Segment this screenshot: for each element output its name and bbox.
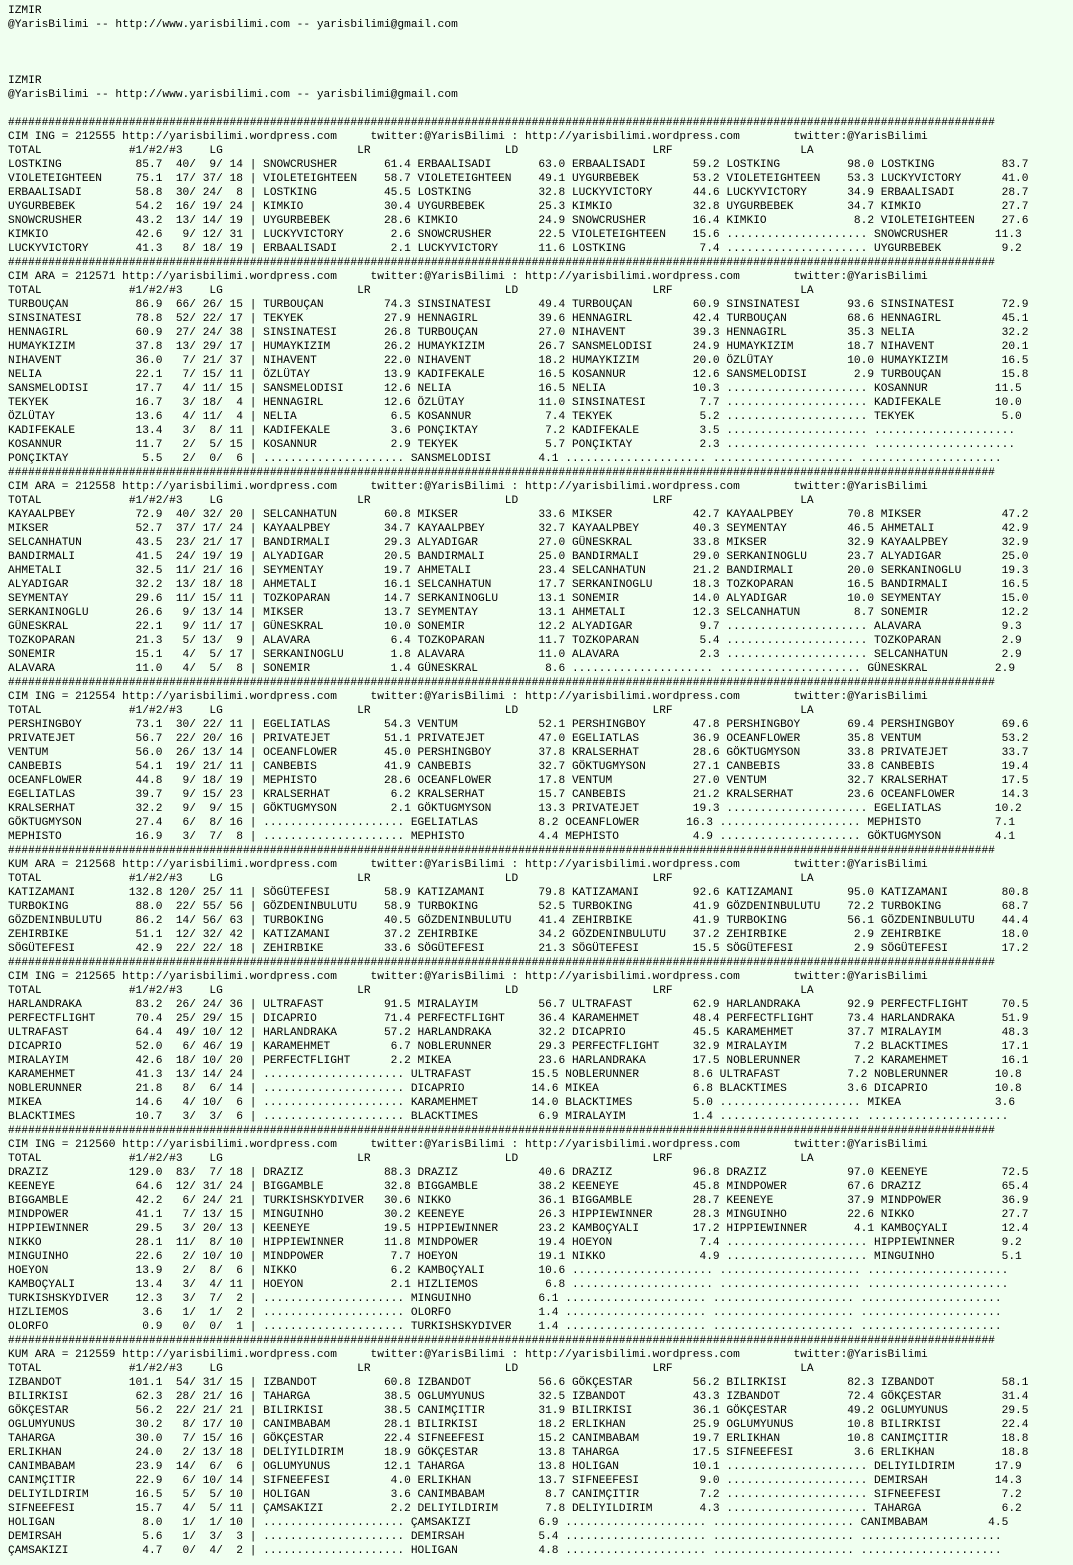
column-header: TOTAL #1/#2/#3 LG LR LD LRF LA [8, 495, 814, 507]
table-row: ÇAMSAKIZI 4.7 0/ 4/ 2 | ..................... HOLIGAN 4.8 ..................... ..................... ..................... [8, 1545, 1002, 1557]
table-row: HIZLIEMOS 3.6 1/ 1/ 2 | ..................... OLORFO 1.4 ..................... ..................... ..................... [8, 1307, 1002, 1319]
table-row: NELIA 22.1 7/ 15/ 11 | ÖZLÜTAY 13.9 KADIFEKALE 16.5 KOSANNUR 12.6 SANSMELODISI 2.9 TURBOUÇAN 15.8 [8, 369, 1029, 381]
table-row: DELIYILDIRIM 16.5 5/ 5/ 10 | HOLIGAN 3.6 CANIMBABAM 8.7 CANIMÇITIR 7.2 ..................... SIFNEEFESI 7.2 [8, 1489, 1022, 1501]
table-row: HUMAYKIZIM 37.8 13/ 29/ 17 | HUMAYKIZIM 26.2 HUMAYKIZIM 26.7 SANSMELODISI 24.9 HUMAYKIZIM 18.7 NIHAVENT 20.1 [8, 341, 1029, 353]
column-header: TOTAL #1/#2/#3 LG LR LD LRF LA [8, 145, 814, 157]
table-row: KIMKIO 42.6 9/ 12/ 31 | LUCKYVICTORY 2.6 SNOWCRUSHER 22.5 VIOLETEIGHTEEN 15.6 ..................... SNOWCRUSHER 11.3 [8, 229, 1022, 241]
race-tables [8, 116, 1028, 1558]
table-row: KRALSERHAT 32.2 9/ 9/ 15 | GÖKTUGMYSON 2.1 GÖKTUGMYSON 13.3 PRIVATEJET 19.3 ..................... EGELIATLAS 10.2 [8, 803, 1022, 815]
table-row: BANDIRMALI 41.5 24/ 19/ 19 | ALYADIGAR 20.5 BANDIRMALI 25.0 BANDIRMALI 29.0 SERKANINOGLU 23.7 ALYADIGAR 25.0 [8, 551, 1029, 563]
separator-line: ################################################################################################################################################### [8, 117, 995, 129]
table-row: NIHAVENT 36.0 7/ 21/ 37 | NIHAVENT 22.0 NIHAVENT 18.2 HUMAYKIZIM 20.0 ÖZLÜTAY 10.0 HUMAYKIZIM 16.5 [8, 355, 1029, 367]
column-header: TOTAL #1/#2/#3 LG LR LD LRF LA [8, 285, 814, 297]
table-row: DRAZIZ 129.0 83/ 7/ 18 | DRAZIZ 88.3 DRAZIZ 40.6 DRAZIZ 96.8 DRAZIZ 97.0 KEENEYE 72.5 [8, 1167, 1029, 1179]
blank-line [8, 60, 1028, 74]
race-title: CIM ARA = 212571 http://yarisbilimi.wordpress.com twitter:@YarisBilimi : http://yarisbilimi.wordpress.com twitter:@YarisBilimi [8, 271, 928, 283]
table-row: AHMETALI 32.5 11/ 21/ 16 | SEYMENTAY 19.7 AHMETALI 23.4 SELCANHATUN 21.2 BANDIRMALI 20.0 SERKANINOGLU 19.3 [8, 565, 1029, 577]
table-row: DEMIRSAH 5.6 1/ 3/ 3 | ..................... DEMIRSAH 5.4 ..................... ..................... ..................... [8, 1531, 1002, 1543]
table-row: VIOLETEIGHTEEN 75.1 17/ 37/ 18 | VIOLETEIGHTEEN 58.7 VIOLETEIGHTEEN 49.1 UYGURBEBEK 53.2 VIOLETEIGHTEEN 53.3 LUCKYVICTORY 41.0 [8, 173, 1029, 185]
race-title: CIM ING = 212554 http://yarisbilimi.wordpress.com twitter:@YarisBilimi : http://yarisbilimi.wordpress.com twitter:@YarisBilimi [8, 691, 928, 703]
blank-line [8, 46, 1028, 60]
separator-line: ################################################################################################################################################### [8, 1125, 995, 1137]
table-row: VENTUM 56.0 26/ 13/ 14 | OCEANFLOWER 45.0 PERSHINGBOY 37.8 KRALSERHAT 28.6 GÖKTUGMYSON 33.8 PRIVATEJET 33.7 [8, 747, 1029, 759]
column-header: TOTAL #1/#2/#3 LG LR LD LRF LA [8, 985, 814, 997]
separator-line: ################################################################################################################################################### [8, 845, 995, 857]
table-row: CANIMÇITIR 22.9 6/ 10/ 14 | SIFNEEFESI 4.0 ERLIKHAN 13.7 SIFNEEFESI 9.0 ..................... DEMIRSAH 14.3 [8, 1475, 1022, 1487]
separator-line: ################################################################################################################################################### [8, 957, 995, 969]
table-row: GÜNESKRAL 22.1 9/ 11/ 17 | GÜNESKRAL 10.0 SONEMIR 12.2 ALYADIGAR 9.7 ..................... ALAVARA 9.3 [8, 621, 1022, 633]
table-row: KAYAALPBEY 72.9 40/ 32/ 20 | SELCANHATUN 60.8 MIKSER 33.6 MIKSER 42.7 KAYAALPBEY 70.8 MIKSER 47.2 [8, 509, 1029, 521]
blank-line [8, 102, 1028, 116]
table-row: LOSTKING 85.7 40/ 9/ 14 | SNOWCRUSHER 61.4 ERBAALISADI 63.0 ERBAALISADI 59.2 LOSTKING 98.0 LOSTKING 83.7 [8, 159, 1029, 171]
table-row: BIGGAMBLE 42.2 6/ 24/ 21 | TURKISHSKYDIVER 30.6 NIKKO 36.1 BIGGAMBLE 28.7 KEENEYE 37.9 MINDPOWER 36.9 [8, 1195, 1029, 1207]
race-title: CIM ARA = 212558 http://yarisbilimi.wordpress.com twitter:@YarisBilimi : http://yarisbilimi.wordpress.com twitter:@YarisBilimi [8, 481, 928, 493]
table-row: HOEYON 13.9 2/ 8/ 6 | NIKKO 6.2 KAMBOÇYALI 10.6 ..................... ..................... ..................... [8, 1265, 1009, 1277]
table-row: IZBANDOT 101.1 54/ 31/ 15 | IZBANDOT 60.8 IZBANDOT 56.6 GÖKÇESTAR 56.2 BILIRKISI 82.3 IZBANDOT 58.1 [8, 1377, 1029, 1389]
table-row: GÖKTUGMYSON 27.4 6/ 8/ 16 | ..................... EGELIATLAS 8.2 OCEANFLOWER 16.3 ..................... MEPHISTO 7.1 [8, 817, 1016, 829]
table-row: EGELIATLAS 39.7 9/ 15/ 23 | KRALSERHAT 6.2 KRALSERHAT 15.7 CANBEBIS 21.2 KRALSERHAT 23.6 OCEANFLOWER 14.3 [8, 789, 1029, 801]
race-title: KUM ARA = 212559 http://yarisbilimi.wordpress.com twitter:@YarisBilimi : http://yarisbilimi.wordpress.com twitter:@YarisBilimi [8, 1349, 928, 1361]
table-row: SANSMELODISI 17.7 4/ 11/ 15 | SANSMELODISI 12.6 NELIA 16.5 NELIA 10.3 ..................... KOSANNUR 11.5 [8, 383, 1022, 395]
table-row: ZEHIRBIKE 51.1 12/ 32/ 42 | KATIZAMANI 37.2 ZEHIRBIKE 34.2 GÖZDENINBULUTU 37.2 ZEHIRBIKE 2.9 ZEHIRBIKE 18.0 [8, 929, 1029, 941]
table-row: MINDPOWER 41.1 7/ 13/ 15 | MINGUINHO 30.2 KEENEYE 26.3 HIPPIEWINNER 28.3 MINGUINHO 22.6 NIKKO 27.7 [8, 1209, 1029, 1221]
table-row: ERBAALISADI 58.8 30/ 24/ 8 | LOSTKING 45.5 LOSTKING 32.8 LUCKYVICTORY 44.6 LUCKYVICTORY 34.9 ERBAALISADI 28.7 [8, 187, 1029, 199]
table-row: PONÇIKTAY 5.5 2/ 0/ 6 | ..................... SANSMELODISI 4.1 ..................... ..................... ..................... [8, 453, 1002, 465]
table-row: TOZKOPARAN 21.3 5/ 13/ 9 | ALAVARA 6.4 TOZKOPARAN 11.7 TOZKOPARAN 5.4 ..................... TOZKOPARAN 2.9 [8, 635, 1022, 647]
table-row: MIRALAYIM 42.6 18/ 10/ 20 | PERFECTFLIGHT 2.2 MIKEA 23.6 HARLANDRAKA 17.5 NOBLERUNNER 7.2 KARAMEHMET 16.1 [8, 1055, 1029, 1067]
table-row: SERKANINOGLU 26.6 9/ 13/ 14 | MIKSER 13.7 SEYMENTAY 13.1 AHMETALI 12.3 SELCANHATUN 8.7 SONEMIR 12.2 [8, 607, 1029, 619]
table-row: PERSHINGBOY 73.1 30/ 22/ 11 | EGELIATLAS 54.3 VENTUM 52.1 PERSHINGBOY 47.8 PERSHINGBOY 69.4 PERSHINGBOY 69.6 [8, 719, 1029, 731]
table-row: ÖZLÜTAY 13.6 4/ 11/ 4 | NELIA 6.5 KOSANNUR 7.4 TEKYEK 5.2 ..................... TEKYEK 5.0 [8, 411, 1022, 423]
separator-line: ################################################################################################################################################### [8, 677, 995, 689]
separator-line: ################################################################################################################################################### [8, 467, 995, 479]
table-row: ALAVARA 11.0 4/ 5/ 8 | SONEMIR 1.4 GÜNESKRAL 8.6 ..................... ..................... GÜNESKRAL 2.9 [8, 663, 1016, 675]
table-row: OGLUMYUNUS 30.2 8/ 17/ 10 | CANIMBABAM 28.1 BILIRKISI 18.2 ERLIKHAN 25.9 OGLUMYUNUS 10.8 BILIRKISI 22.4 [8, 1419, 1029, 1431]
table-row: HENNAGIRL 60.9 27/ 24/ 38 | SINSINATESI 26.8 TURBOUÇAN 27.0 NIHAVENT 39.3 HENNAGIRL 35.3 NELIA 32.2 [8, 327, 1029, 339]
table-row: SÖGÜTEFESI 42.9 22/ 22/ 18 | ZEHIRBIKE 33.6 SÖGÜTEFESI 21.3 SÖGÜTEFESI 15.5 SÖGÜTEFESI 2.9 SÖGÜTEFESI 17.2 [8, 943, 1029, 955]
city-title: IZMIR [8, 75, 42, 87]
table-row: TURKISHSKYDIVER 12.3 3/ 7/ 2 | ..................... MINGUINHO 6.1 ..................... ..................... ..................... [8, 1293, 1002, 1305]
table-row: TURBOKING 88.0 22/ 55/ 56 | GÖZDENINBULUTU 58.9 TURBOKING 52.5 TURBOKING 41.9 GÖZDENINBULUTU 72.2 TURBOKING 68.7 [8, 901, 1029, 913]
table-row: NIKKO 28.1 11/ 8/ 10 | HIPPIEWINNER 11.8 MINDPOWER 19.4 HOEYON 7.4 ..................... HIPPIEWINNER 9.2 [8, 1237, 1022, 1249]
table-row: HIPPIEWINNER 29.5 3/ 20/ 13 | KEENEYE 19.5 HIPPIEWINNER 23.2 KAMBOÇYALI 17.2 HIPPIEWINNER 4.1 KAMBOÇYALI 12.4 [8, 1223, 1029, 1235]
table-row: SIFNEEFESI 15.7 4/ 5/ 11 | ÇAMSAKIZI 2.2 DELIYILDIRIM 7.8 DELIYILDIRIM 4.3 ..................... TAHARGA 6.2 [8, 1503, 1022, 1515]
table-row: TAHARGA 30.0 7/ 15/ 16 | GÖKÇESTAR 22.4 SIFNEEFESI 15.2 CANIMBABAM 19.7 ERLIKHAN 10.8 CANIMÇITIR 18.8 [8, 1433, 1029, 1445]
table-row: SONEMIR 15.1 4/ 5/ 17 | SERKANINOGLU 1.8 ALAVARA 11.0 ALAVARA 2.3 ..................... SELCANHATUN 2.9 [8, 649, 1022, 661]
column-header: TOTAL #1/#2/#3 LG LR LD LRF LA [8, 1153, 814, 1165]
table-row: ERLIKHAN 24.0 2/ 13/ 18 | DELIYILDIRIM 18.9 GÖKÇESTAR 13.8 TAHARGA 17.5 SIFNEEFESI 3.6 ERLIKHAN 18.8 [8, 1447, 1029, 1459]
table-row: SNOWCRUSHER 43.2 13/ 14/ 19 | UYGURBEBEK 28.6 KIMKIO 24.9 SNOWCRUSHER 16.4 KIMKIO 8.2 VIOLETEIGHTEEN 27.6 [8, 215, 1029, 227]
table-row: SEYMENTAY 29.6 11/ 15/ 11 | TOZKOPARAN 14.7 SERKANINOGLU 13.1 SONEMIR 14.0 ALYADIGAR 10.0 SEYMENTAY 15.0 [8, 593, 1029, 605]
table-row: BILIRKISI 62.3 28/ 21/ 16 | TAHARGA 38.5 OGLUMYUNUS 32.5 IZBANDOT 43.3 IZBANDOT 72.4 GÖKÇESTAR 31.4 [8, 1391, 1029, 1403]
table-row: MIKSER 52.7 37/ 17/ 24 | KAYAALPBEY 34.7 KAYAALPBEY 32.7 KAYAALPBEY 40.3 SEYMENTAY 46.5 AHMETALI 42.9 [8, 523, 1029, 535]
table-row: GÖZDENINBULUTU 86.2 14/ 56/ 63 | TURBOKING 40.5 GÖZDENINBULUTU 41.4 ZEHIRBIKE 41.9 TURBOKING 56.1 GÖZDENINBULUTU 44.4 [8, 915, 1029, 927]
table-row: PRIVATEJET 56.7 22/ 20/ 16 | PRIVATEJET 51.1 PRIVATEJET 47.0 EGELIATLAS 36.9 OCEANFLOWER 35.8 VENTUM 53.2 [8, 733, 1029, 745]
table-row: MINGUINHO 22.6 2/ 10/ 10 | MINDPOWER 7.7 HOEYON 19.1 NIKKO 4.9 ..................... MINGUINHO 5.1 [8, 1251, 1022, 1263]
table-row: KEENEYE 64.6 12/ 31/ 24 | BIGGAMBLE 32.8 BIGGAMBLE 38.2 KEENEYE 45.8 MINDPOWER 67.6 DRAZIZ 65.4 [8, 1181, 1029, 1193]
race-title: CIM ING = 212555 http://yarisbilimi.wordpress.com twitter:@YarisBilimi : http://yarisbilimi.wordpress.com twitter:@YarisBilimi [8, 131, 928, 143]
table-row: KAMBOÇYALI 13.4 3/ 4/ 11 | HOEYON 2.1 HIZLIEMOS 6.8 ..................... ..................... ..................... [8, 1279, 1009, 1291]
column-header: TOTAL #1/#2/#3 LG LR LD LRF LA [8, 705, 814, 717]
table-row: OLORFO 0.9 0/ 0/ 1 | ..................... TURKISHSKYDIVER 1.4 ..................... ..................... ..................... [8, 1321, 1002, 1333]
race-title: CIM ING = 212565 http://yarisbilimi.wordpress.com twitter:@YarisBilimi : http://yarisbilimi.wordpress.com twitter:@YarisBilimi [8, 971, 928, 983]
table-row: DICAPRIO 52.0 6/ 46/ 19 | KARAMEHMET 6.7 NOBLERUNNER 29.3 PERFECTFLIGHT 32.9 MIRALAYIM 7.2 BLACKTIMES 17.1 [8, 1041, 1029, 1053]
race-title: KUM ARA = 212568 http://yarisbilimi.wordpress.com twitter:@YarisBilimi : http://yarisbilimi.wordpress.com twitter:@YarisBilimi [8, 859, 928, 871]
column-header: TOTAL #1/#2/#3 LG LR LD LRF LA [8, 873, 814, 885]
table-row: HARLANDRAKA 83.2 26/ 24/ 36 | ULTRAFAST 91.5 MIRALAYIM 56.7 ULTRAFAST 62.9 HARLANDRAKA 92.9 PERFECTFLIGHT 70.5 [8, 999, 1029, 1011]
table-row: KARAMEHMET 41.3 13/ 14/ 24 | ..................... ULTRAFAST 15.5 NOBLERUNNER 8.6 ULTRAFAST 7.2 NOBLERUNNER 10.8 [8, 1069, 1022, 1081]
city-title: IZMIR [8, 5, 42, 17]
race-title: CIM ING = 212560 http://yarisbilimi.wordpress.com twitter:@YarisBilimi : http://yarisbilimi.wordpress.com twitter:@YarisBilimi [8, 1139, 928, 1151]
table-row: UYGURBEBEK 54.2 16/ 19/ 24 | KIMKIO 30.4 UYGURBEBEK 25.3 KIMKIO 32.8 UYGURBEBEK 34.7 KIMKIO 27.7 [8, 201, 1029, 213]
table-row: PERFECTFLIGHT 70.4 25/ 29/ 15 | DICAPRIO 71.4 PERFECTFLIGHT 36.4 KARAMEHMET 48.4 PERFECTFLIGHT 73.4 HARLANDRAKA 51.9 [8, 1013, 1029, 1025]
table-row: SINSINATESI 78.8 52/ 22/ 17 | TEKYEK 27.9 HENNAGIRL 39.6 HENNAGIRL 42.4 TURBOUÇAN 68.6 HENNAGIRL 45.1 [8, 313, 1029, 325]
table-row: MIKEA 14.6 4/ 10/ 6 | ..................... KARAMEHMET 14.0 BLACKTIMES 5.0 ..................... MIKEA 3.6 [8, 1097, 1016, 1109]
separator-line: ################################################################################################################################################### [8, 257, 995, 269]
table-row: LUCKYVICTORY 41.3 8/ 18/ 19 | ERBAALISADI 2.1 LUCKYVICTORY 11.6 LOSTKING 7.4 ..................... UYGURBEBEK 9.2 [8, 243, 1022, 255]
table-row: HOLIGAN 8.0 1/ 1/ 10 | ..................... ÇAMSAKIZI 6.9 ..................... ..................... CANIMBABAM 4.5 [8, 1517, 1009, 1529]
table-row: TEKYEK 16.7 3/ 18/ 4 | HENNAGIRL 12.6 ÖZLÜTAY 11.0 SINSINATESI 7.7 ..................... KADIFEKALE 10.0 [8, 397, 1022, 409]
table-row: CANIMBABAM 23.9 14/ 6/ 6 | OGLUMYUNUS 12.1 TAHARGA 13.8 HOLIGAN 10.1 ..................... DELIYILDIRIM 17.9 [8, 1461, 1022, 1473]
table-row: SELCANHATUN 43.5 23/ 21/ 17 | BANDIRMALI 29.3 ALYADIGAR 27.0 GÜNESKRAL 33.8 MIKSER 32.9 KAYAALPBEY 32.9 [8, 537, 1029, 549]
table-row: KADIFEKALE 13.4 3/ 8/ 11 | KADIFEKALE 3.6 PONÇIKTAY 7.2 KADIFEKALE 3.5 ..................... ..................... [8, 425, 1016, 437]
race-report [8, 4, 1028, 1558]
table-row: KATIZAMANI 132.8 120/ 25/ 11 | SÖGÜTEFESI 58.9 KATIZAMANI 79.8 KATIZAMANI 92.6 KATIZAMANI 95.0 KATIZAMANI 80.8 [8, 887, 1029, 899]
contact-line: @YarisBilimi -- http://www.yarisbilimi.com -- yarisbilimi@gmail.com [8, 19, 458, 31]
table-row: OCEANFLOWER 44.8 9/ 18/ 19 | MEPHISTO 28.6 OCEANFLOWER 17.8 VENTUM 27.0 VENTUM 32.7 KRALSERHAT 17.5 [8, 775, 1029, 787]
column-header: TOTAL #1/#2/#3 LG LR LD LRF LA [8, 1363, 814, 1375]
table-row: KOSANNUR 11.7 2/ 5/ 15 | KOSANNUR 2.9 TEKYEK 5.7 PONÇIKTAY 2.3 ..................... ..................... [8, 439, 1016, 451]
table-row: BLACKTIMES 10.7 3/ 3/ 6 | ..................... BLACKTIMES 6.9 MIRALAYIM 1.4 ..................... ..................... [8, 1111, 1009, 1123]
table-row: TURBOUÇAN 86.9 66/ 26/ 15 | TURBOUÇAN 74.3 SINSINATESI 49.4 TURBOUÇAN 60.9 SINSINATESI 93.6 SINSINATESI 72.9 [8, 299, 1029, 311]
table-row: CANBEBIS 54.1 19/ 21/ 11 | CANBEBIS 41.9 CANBEBIS 32.7 GÖKTUGMYSON 27.1 CANBEBIS 33.8 CANBEBIS 19.4 [8, 761, 1029, 773]
table-row: GÖKÇESTAR 56.2 22/ 21/ 21 | BILIRKISI 38.5 CANIMÇITIR 31.9 BILIRKISI 36.1 GÖKÇESTAR 49.2 OGLUMYUNUS 29.5 [8, 1405, 1029, 1417]
table-row: NOBLERUNNER 21.8 8/ 6/ 14 | ..................... DICAPRIO 14.6 MIKEA 6.8 BLACKTIMES 3.6 DICAPRIO 10.8 [8, 1083, 1022, 1095]
blank-line [8, 32, 1028, 46]
contact-line: @YarisBilimi -- http://www.yarisbilimi.com -- yarisbilimi@gmail.com [8, 89, 458, 101]
table-row: ULTRAFAST 64.4 49/ 10/ 12 | HARLANDRAKA 57.2 HARLANDRAKA 32.2 DICAPRIO 45.5 KARAMEHMET 37.7 MIRALAYIM 48.3 [8, 1027, 1029, 1039]
table-row: MEPHISTO 16.9 3/ 7/ 8 | ..................... MEPHISTO 4.4 MEPHISTO 4.9 ..................... GÖKTUGMYSON 4.1 [8, 831, 1016, 843]
separator-line: ################################################################################################################################################### [8, 1335, 995, 1347]
table-row: ALYADIGAR 32.2 13/ 18/ 18 | AHMETALI 16.1 SELCANHATUN 17.7 SERKANINOGLU 18.3 TOZKOPARAN 16.5 BANDIRMALI 16.5 [8, 579, 1029, 591]
